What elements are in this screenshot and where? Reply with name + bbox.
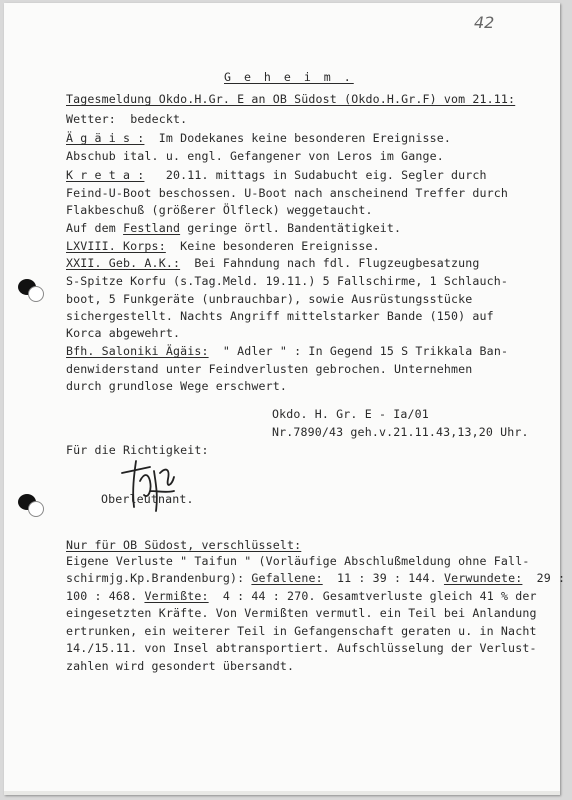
ob-suedost-line-6: 14./15.11. von Insel abtransportiert. Aufschlüsselung der Verlust- — [66, 641, 537, 655]
xxii-line-3: boot, 5 Funkgeräte (unbrauchbar), sowie Ausrüstungsstücke — [66, 292, 473, 306]
ob-suedost-heading: Nur für OB Südost, verschlüsselt: — [66, 538, 302, 552]
ob-suedost-line-4: eingesetzten Kräfte. Von Vermißten vermutl. ein Teil bei Anlandung — [66, 606, 537, 620]
reference-line-1: Okdo. H. Gr. E - Ia/01 — [272, 407, 429, 421]
ob-suedost-line-5: ertrunken, ein weiterer Teil in Gefangenschaft geraten u. in Nacht — [66, 624, 537, 638]
weather-line: Wetter: bedeckt. — [66, 112, 188, 126]
signer-rank: Oberleutnant. — [101, 492, 194, 506]
document-page — [4, 3, 566, 795]
ob-suedost-line-1: Eigene Verluste " Taifun " (Vorläufige Abschlußmeldung ohne Fall- — [66, 554, 530, 568]
ob-suedost-line-2: schirmjg.Kp.Brandenburg): Gefallene: 11 : 39 : 144. Verwundete: 29 : — [66, 571, 566, 585]
kreta-line-1: K r e t a : 20.11. mittags in Sudabucht eig. Segler durch — [66, 168, 487, 182]
xxii-line-2: S-Spitze Korfu (s.Tag.Meld. 19.11.) 5 Fallschirme, 1 Schlauch- — [66, 274, 509, 288]
page-bottom-edge — [4, 791, 560, 795]
kreta-line-3: Flakbeschuß (größerer Ölfleck) weggetaucht. — [66, 203, 373, 217]
xxii-line-1: XXII. Geb. A.K.: Bei Fahndung nach fdl. Flugzeugbesatzung — [66, 256, 480, 270]
document-title: G e h e i m . — [224, 70, 354, 84]
ob-suedost-line-3: 100 : 468. Vermißte: 4 : 44 : 270. Gesamtverluste gleich 41 % der — [66, 589, 537, 603]
xxii-line-5: Korca abgewehrt. — [66, 326, 181, 340]
xxii-line-4: sichergestellt. Nachts Angriff mittelstarker Bande (150) auf — [66, 309, 494, 323]
kreta-line-2: Feind-U-Boot beschossen. U-Boot nach anscheinend Treffer durch — [66, 186, 509, 200]
festland-line: Auf dem Festland geringe örtl. Bandentätigkeit. — [66, 221, 402, 235]
aegaeis-line-1: Ä g ä i s : Im Dodekanes keine besonderen Ereignisse. — [66, 131, 452, 145]
saloniki-line-1: Bfh. Saloniki Ägäis: " Adler " : In Gegend 15 S Trikkala Ban- — [66, 344, 509, 358]
reference-line-2: Nr.7890/43 geh.v.21.11.43,13,20 Uhr. — [272, 425, 529, 439]
punch-hole — [28, 286, 44, 302]
page-number: 42 — [474, 13, 495, 32]
report-heading: Tagesmeldung Okdo.H.Gr. E an OB Südost (Okdo.H.Gr.F) vom 21.11: — [66, 92, 516, 106]
handwritten-signature — [114, 451, 184, 523]
aegaeis-line-2: Abschub ital. u. engl. Gefangener von Leros im Gange. — [66, 149, 444, 163]
punch-hole — [28, 501, 44, 517]
lxviii-line: LXVIII. Korps: Keine besonderen Ereignisse. — [66, 239, 380, 253]
ob-suedost-line-7: zahlen wird gesondert übersandt. — [66, 659, 295, 673]
saloniki-line-3: durch grundlose Wege erschwert. — [66, 379, 288, 393]
certification-label: Für die Richtigkeit: — [66, 443, 209, 457]
saloniki-line-2: denwiderstand unter Feindverlusten gebrochen. Unternehmen — [66, 362, 473, 376]
